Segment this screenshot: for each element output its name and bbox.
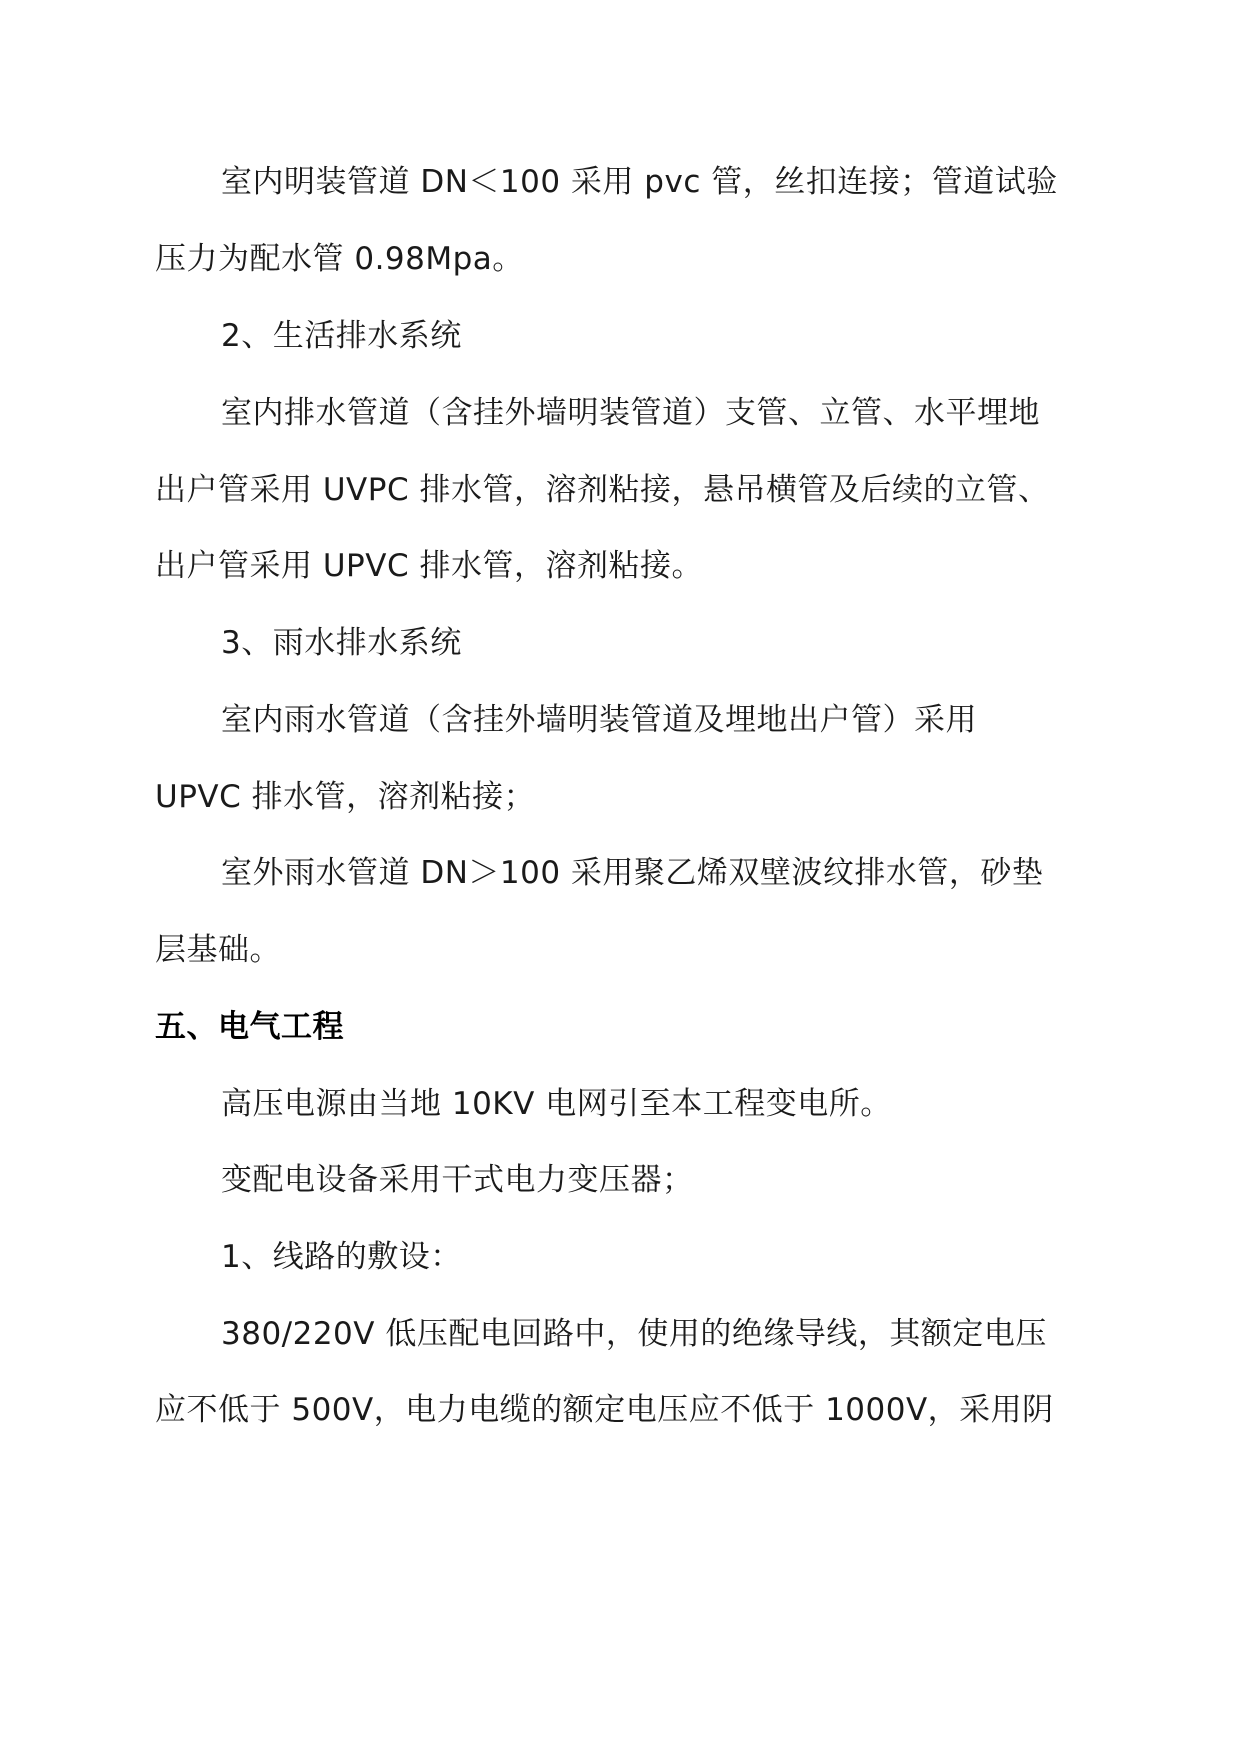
section-heading-line-laying: 1、线路的敷设： [221, 1239, 462, 1275]
paragraph-drainage-line-1: 室内排水管道（含挂外墙明装管道）支管、立管、水平埋地 [221, 395, 1040, 431]
paragraph-low-voltage-line-1: 380/220V 低压配电回路中，使用的绝缘导线，其额定电压 [221, 1316, 1047, 1352]
paragraph-drainage-line-3: 出户管采用 UPVC 排水管，溶剂粘接。 [155, 548, 703, 584]
paragraph-low-voltage-line-2: 应不低于 500V，电力电缆的额定电压应不低于 1000V，采用阴 [155, 1392, 1054, 1428]
paragraph-outdoor-rainwater-line-2: 层基础。 [155, 932, 281, 968]
paragraph-power-source: 高压电源由当地 10KV 电网引至本工程变电所。 [221, 1086, 892, 1122]
paragraph-transformer: 变配电设备采用干式电力变压器； [221, 1162, 694, 1198]
section-heading-domestic-drainage: 2、生活排水系统 [221, 318, 462, 354]
chapter-heading-electrical: 五、电气工程 [155, 1009, 344, 1045]
paragraph-rainwater-line-1: 室内雨水管道（含挂外墙明装管道及埋地出户管）采用 [221, 702, 977, 738]
paragraph-rainwater-line-2: UPVC 排水管，溶剂粘接； [155, 779, 536, 815]
paragraph-indoor-pipe-line-1: 室内明装管道 DN＜100 采用 pvc 管，丝扣连接；管道试验 [221, 164, 1058, 200]
paragraph-indoor-pipe-line-2: 压力为配水管 0.98Mpa。 [155, 241, 524, 277]
paragraph-outdoor-rainwater-line-1: 室外雨水管道 DN＞100 采用聚乙烯双壁波纹排水管，砂垫 [221, 855, 1044, 891]
paragraph-drainage-line-2: 出户管采用 UVPC 排水管，溶剂粘接，悬吊横管及后续的立管、 [155, 472, 1050, 508]
section-heading-rainwater-drainage: 3、雨水排水系统 [221, 625, 462, 661]
